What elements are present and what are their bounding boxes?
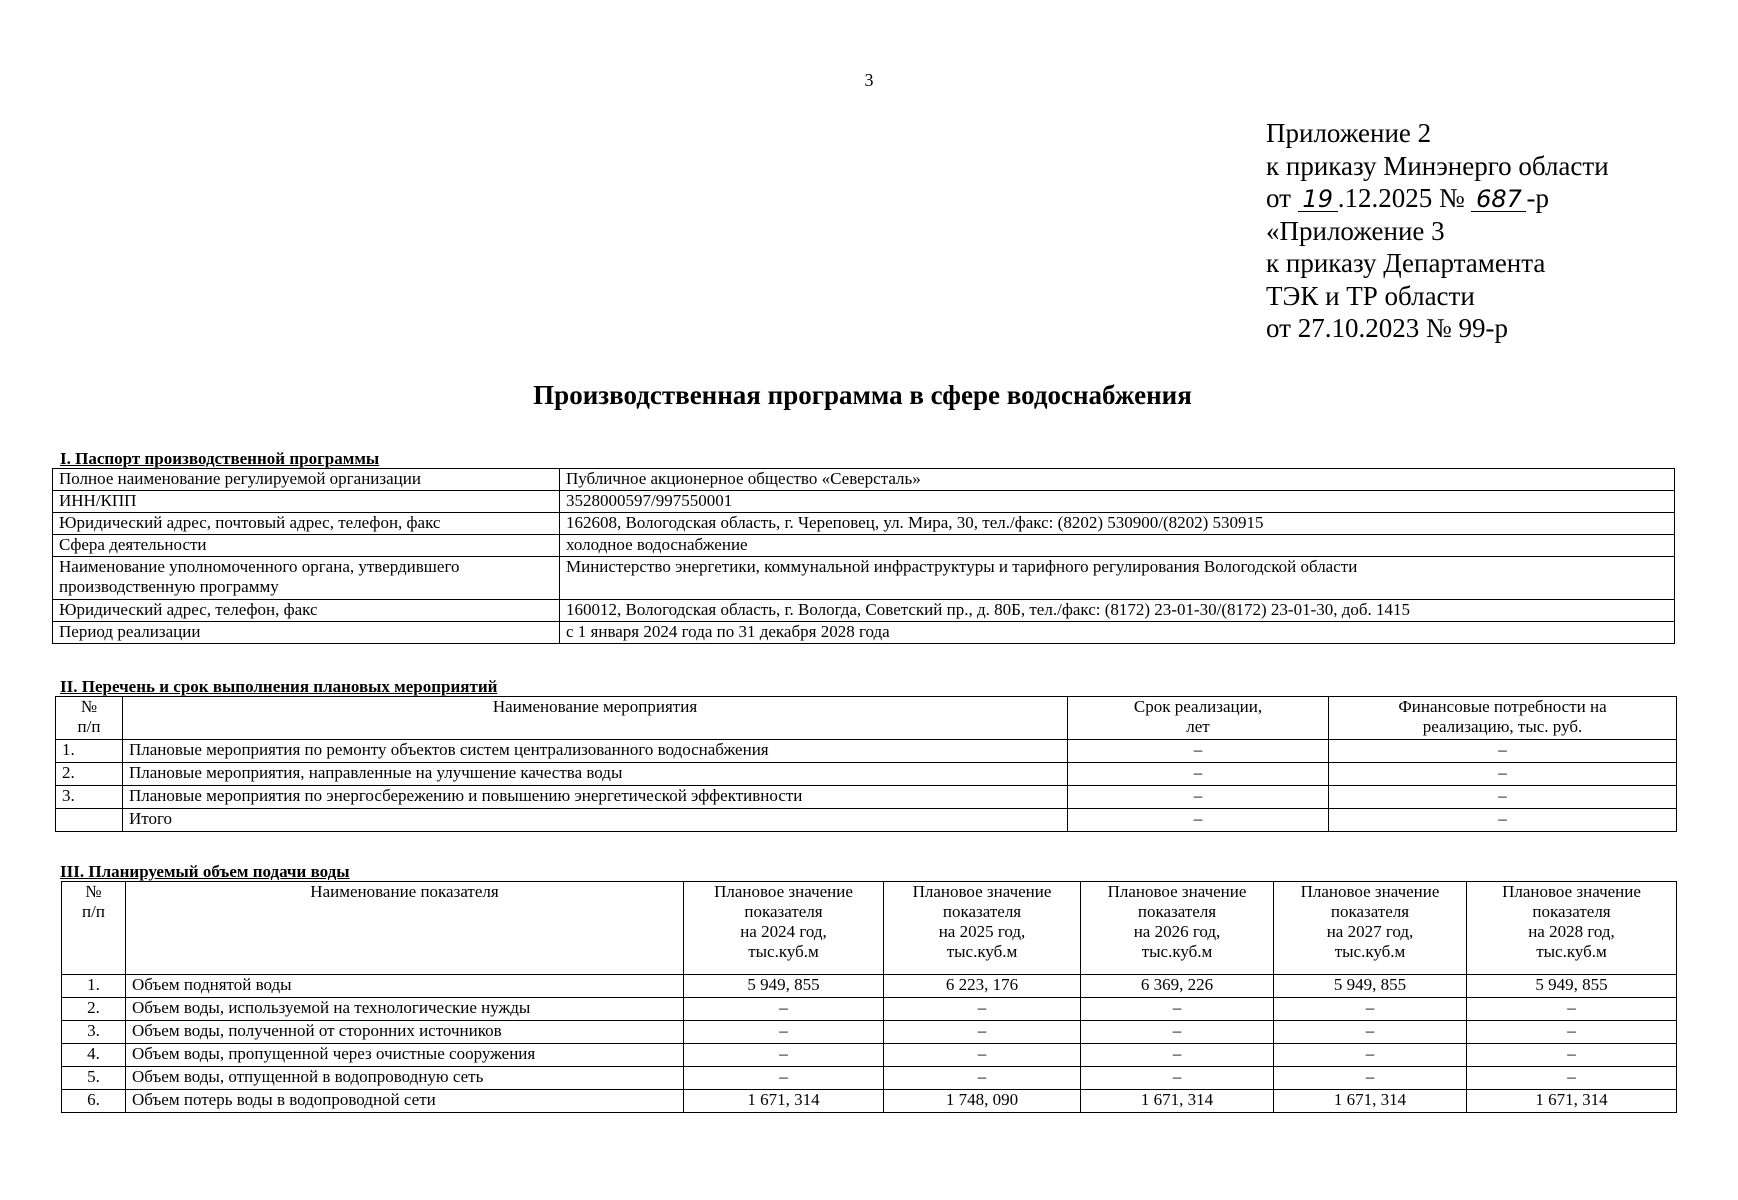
section-2-title: II. Перечень и срок выполнения плановых мероприятий	[60, 677, 498, 696]
table-cell: Объем воды, используемой на технологические нужды	[126, 998, 684, 1021]
header-cell-finance	[1329, 697, 1677, 740]
table-cell: –	[1329, 786, 1677, 809]
table-cell: Плановые мероприятия по ремонту объектов систем централизованного водоснабжения	[123, 740, 1068, 763]
table-row	[62, 1021, 1677, 1044]
header-cell-year	[684, 882, 884, 975]
measures-table	[55, 696, 1677, 832]
header-text: тыс.куб.м	[1334, 942, 1406, 961]
table-cell: –	[884, 1021, 1081, 1044]
appendix-line: ТЭК и ТР области	[1266, 280, 1475, 311]
table-cell: холодное водоснабжение	[560, 535, 1675, 557]
table-cell: –	[1068, 809, 1329, 832]
header-text: Плановое значение	[912, 882, 1052, 901]
table-cell: 1 748, 090	[884, 1090, 1081, 1113]
header-text: Плановое значение	[1107, 882, 1247, 901]
header-cell-num	[62, 882, 126, 975]
table-cell: Объем воды, полученной от сторонних источников	[126, 1021, 684, 1044]
table-row	[53, 600, 1675, 622]
table-row	[53, 622, 1675, 644]
table-cell: 162608, Вологодская область, г. Череповец, ул. Мира, 30, тел./факс: (8202) 530900/(8202) 530915	[560, 513, 1675, 535]
header-text: Плановое значение	[714, 882, 853, 901]
table-row	[56, 763, 1677, 786]
table-header-row	[56, 697, 1677, 740]
header-text: №	[85, 882, 102, 901]
header-cell-year	[1274, 882, 1467, 975]
appendix-line: к приказу Минэнерго области	[1266, 150, 1609, 181]
table-cell: 6 369, 226	[1081, 975, 1274, 998]
table-cell: –	[1329, 809, 1677, 832]
header-text: лет	[1186, 717, 1210, 736]
table-row	[53, 557, 1675, 600]
table-cell: –	[884, 1067, 1081, 1090]
appendix-text: от	[1266, 183, 1298, 213]
table-cell: Итого	[123, 809, 1068, 832]
table-row	[53, 469, 1675, 491]
table-cell: Полное наименование регулируемой организации	[53, 469, 560, 491]
appendix-block	[1266, 117, 1609, 345]
table-row	[56, 786, 1677, 809]
table-row	[53, 535, 1675, 557]
table-cell: –	[1068, 740, 1329, 763]
table-cell: –	[1274, 1044, 1467, 1067]
table-cell: 5 949, 855	[1467, 975, 1677, 998]
appendix-text: .12.2025 №	[1337, 183, 1472, 213]
header-cell-name: Наименование показателя	[126, 882, 684, 975]
table-cell: –	[1081, 998, 1274, 1021]
table-cell: Юридический адрес, почтовый адрес, телефон, факс	[53, 513, 560, 535]
header-text: на 2027 год,	[1326, 922, 1414, 941]
table-cell: 3528000597/997550001	[560, 491, 1675, 513]
table-row	[53, 513, 1675, 535]
table-cell: 3.	[56, 786, 123, 809]
table-cell: –	[1081, 1067, 1274, 1090]
table-cell: –	[1081, 1044, 1274, 1067]
table-cell: Министерство энергетики, коммунальной инфраструктуры и тарифного регулирования Вологодской области	[560, 557, 1675, 600]
appendix-line: Приложение 2	[1266, 118, 1432, 148]
table-cell: Плановые мероприятия по энергосбережению и повышению энергетической эффективности	[123, 786, 1068, 809]
table-cell: 1 671, 314	[1081, 1090, 1274, 1113]
header-text: показателя	[1137, 902, 1217, 921]
table-cell: Юридический адрес, телефон, факс	[53, 600, 560, 622]
table-cell: 3.	[62, 1021, 126, 1044]
header-text: Финансовые потребности на	[1398, 697, 1607, 716]
table-cell: –	[1274, 1067, 1467, 1090]
table-cell: –	[1274, 1021, 1467, 1044]
header-text: на 2026 год,	[1133, 922, 1221, 941]
table-cell: –	[884, 998, 1081, 1021]
header-text: тыс.куб.м	[1141, 942, 1213, 961]
table-cell: 1.	[56, 740, 123, 763]
table-cell: –	[1467, 998, 1677, 1021]
table-cell: 160012, Вологодская область, г. Вологда, Советский пр., д. 80Б, тел./факс: (8172) 23-01-30/(8172) 23-01-30, доб. 1415	[560, 600, 1675, 622]
table-cell: 1 671, 314	[1274, 1090, 1467, 1113]
table-cell: –	[1467, 1067, 1677, 1090]
header-text: на 2025 год,	[938, 922, 1026, 941]
water-supply-table	[61, 881, 1677, 1113]
table-cell: –	[684, 998, 884, 1021]
header-text: тыс.куб.м	[1536, 942, 1607, 961]
header-text: показателя	[1532, 902, 1611, 921]
table-cell: –	[1068, 786, 1329, 809]
table-cell: Объем воды, пропущенной через очистные сооружения	[126, 1044, 684, 1067]
table-cell: 2.	[62, 998, 126, 1021]
table-cell: –	[1081, 1021, 1274, 1044]
header-text: Срок реализации,	[1133, 697, 1263, 716]
header-text: п/п	[82, 902, 105, 921]
table-cell: –	[1274, 998, 1467, 1021]
table-row	[62, 1044, 1677, 1067]
table-row	[62, 1090, 1677, 1113]
appendix-order-date	[1266, 182, 1609, 215]
table-cell: –	[1329, 740, 1677, 763]
table-row	[56, 740, 1677, 763]
table-cell: 5 949, 855	[684, 975, 884, 998]
header-text: показателя	[942, 902, 1022, 921]
appendix-line: к приказу Департамента	[1266, 248, 1546, 278]
table-cell: 1.	[62, 975, 126, 998]
section-3-title: III. Планируемый объем подачи воды	[60, 862, 350, 881]
appendix-line: «Приложение 3	[1266, 215, 1445, 246]
table-cell: 4.	[62, 1044, 126, 1067]
table-row	[62, 1067, 1677, 1090]
table-cell: 1 671, 314	[1467, 1090, 1677, 1113]
header-text: Плановое значение	[1300, 882, 1440, 901]
table-cell: 1 671, 314	[684, 1090, 884, 1113]
header-text: показателя	[744, 902, 823, 921]
header-cell-num	[56, 697, 123, 740]
header-text: тыс.куб.м	[946, 942, 1018, 961]
header-text: п/п	[77, 717, 101, 736]
table-cell: 5.	[62, 1067, 126, 1090]
table-header-row	[62, 882, 1677, 975]
table-cell: Сфера деятельности	[53, 535, 560, 557]
section-1-title: I. Паспорт производственной программы	[60, 449, 380, 468]
appendix-line: от 27.10.2023 № 99-р	[1266, 313, 1508, 343]
table-cell: 5 949, 855	[1274, 975, 1467, 998]
table-cell: 6 223, 176	[884, 975, 1081, 998]
table-row	[53, 491, 1675, 513]
header-text: реализацию, тыс. руб.	[1422, 717, 1583, 736]
table-cell: Объем потерь воды в водопроводной сети	[126, 1090, 684, 1113]
header-text: показателя	[1330, 902, 1410, 921]
table-cell: –	[1467, 1021, 1677, 1044]
table-cell: –	[884, 1044, 1081, 1067]
header-text: №	[80, 697, 98, 716]
header-text: тыс.куб.м	[748, 942, 819, 961]
table-row	[62, 975, 1677, 998]
table-cell: –	[1068, 763, 1329, 786]
header-cell-year	[1081, 882, 1274, 975]
table-cell: Наименование уполномоченного органа, утвердившего производственную программу	[53, 557, 560, 600]
table-cell: –	[1329, 763, 1677, 786]
table-row	[56, 809, 1677, 832]
handwritten-order-number: 687	[1471, 187, 1526, 212]
table-cell: –	[1467, 1044, 1677, 1067]
header-cell-name: Наименование мероприятия	[123, 697, 1068, 740]
header-cell-term	[1068, 697, 1329, 740]
table-cell: –	[684, 1067, 884, 1090]
table-cell: Объем воды, отпущенной в водопроводную сеть	[126, 1067, 684, 1090]
header-cell-year	[884, 882, 1081, 975]
table-cell: Объем поднятой воды	[126, 975, 684, 998]
table-row	[62, 998, 1677, 1021]
table-cell: ИНН/КПП	[53, 491, 560, 513]
passport-table	[52, 468, 1675, 644]
header-text: на 2028 год,	[1528, 922, 1615, 941]
table-cell: Период реализации	[53, 622, 560, 644]
table-cell: с 1 января 2024 года по 31 декабря 2028 года	[560, 622, 1675, 644]
header-text: Плановое значение	[1502, 882, 1641, 901]
table-cell: Публичное акционерное общество «Северсталь»	[560, 469, 1675, 491]
table-cell: –	[684, 1044, 884, 1067]
header-text: на 2024 год,	[740, 922, 827, 941]
table-cell: –	[684, 1021, 884, 1044]
table-cell: 6.	[62, 1090, 126, 1113]
header-cell-year	[1467, 882, 1677, 975]
table-cell: Плановые мероприятия, направленные на улучшение качества воды	[123, 763, 1068, 786]
table-cell	[56, 809, 123, 832]
page-number: 3	[864, 70, 874, 90]
document-title: Производственная программа в сфере водоснабжения	[533, 380, 1192, 410]
table-cell: 2.	[56, 763, 123, 786]
appendix-text: -р	[1526, 183, 1549, 213]
handwritten-day: 19	[1298, 187, 1338, 212]
